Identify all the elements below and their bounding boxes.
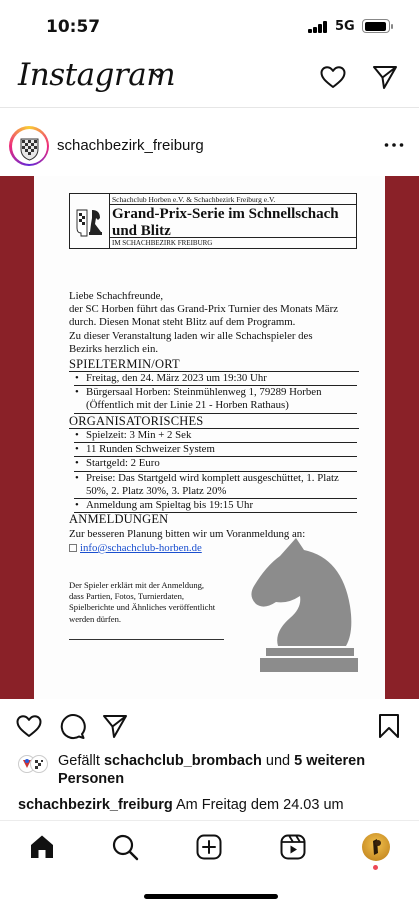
avatar[interactable] — [9, 126, 49, 166]
likes-connector: und — [265, 753, 291, 769]
email-link[interactable]: info@schachclub-horben.de — [80, 542, 202, 554]
list-item: • 11 Runden Schweizer System — [74, 443, 357, 457]
list-item: • Spielzeit: 3 Min + 2 Sek — [74, 429, 357, 443]
disclaimer-text: Der Spieler erklärt mit der Anmeldung, dass Partien, Fotos, Turnierdaten, Spielberichte und Ähnliches veröffentlicht werden dürfen. — [69, 580, 216, 624]
battery-icon — [362, 19, 390, 33]
signature-line — [69, 639, 224, 640]
status-time: 10:57 — [46, 17, 101, 37]
likes-others[interactable]: 5 weiteren — [294, 753, 366, 769]
home-icon[interactable] — [28, 833, 56, 861]
app-header — [0, 56, 419, 108]
intro-line: durch. Diesen Monat steht Blitz auf dem Programm. — [69, 316, 296, 329]
post-caption[interactable] — [18, 797, 418, 817]
list-item: • Startgeld: 2 Euro — [74, 457, 357, 471]
club-logo — [70, 194, 110, 248]
more-options-icon[interactable] — [383, 134, 405, 156]
network-type: 5G — [335, 19, 355, 34]
home-indicator — [144, 894, 278, 899]
chessboard-logo-icon — [12, 129, 47, 164]
section-list-organisatorisches — [74, 429, 357, 513]
likes-user[interactable]: schachclub_brombach — [103, 753, 262, 769]
likes-prefix: Gefällt — [58, 753, 100, 769]
list-item: • Bürgersaal Horben: Steinmühlenweg 1, 79289 Horben (Öffentlich mit der Linie 21 - Horben Rathaus) — [74, 386, 357, 413]
club-crest-icon — [70, 194, 110, 248]
flyer-top-line: Schachclub Horben e.V. & Schachbezirk Freiburg e.V. — [110, 194, 356, 205]
list-item: • Anmeldung am Spieltag bis 19:15 Uhr — [74, 499, 357, 513]
bottom-tab-bar — [0, 820, 419, 907]
email-line — [69, 542, 202, 555]
post-username[interactable]: schachbezirk_freiburg — [57, 137, 204, 154]
share-icon[interactable] — [101, 712, 129, 740]
registration-text: Zur besseren Planung bitten wir um Voranmeldung an: — [69, 528, 306, 540]
notification-dot — [373, 865, 378, 870]
section-list-spieltermin — [74, 372, 357, 414]
caption-username[interactable]: schachbezirk_freiburg — [18, 797, 173, 813]
create-icon[interactable] — [195, 833, 223, 861]
post-header — [0, 122, 419, 170]
flyer-intro — [69, 290, 369, 356]
section-title-anmeldungen: ANMELDUNGEN — [69, 512, 169, 526]
intro-line: Liebe Schachfreunde, — [69, 290, 164, 302]
reels-icon[interactable] — [279, 833, 307, 861]
section-title-organisatorisches: ORGANISATORISCHES — [69, 414, 359, 429]
header-divider — [0, 107, 419, 108]
comment-icon[interactable] — [58, 712, 86, 740]
intro-line: Bezirks herzlich ein. — [69, 342, 159, 355]
caption-text: Am Freitag dem 24.03 um — [175, 797, 344, 813]
chess-knight-icon — [246, 536, 360, 674]
profile-avatar[interactable] — [362, 833, 390, 861]
chevron-down-icon[interactable] — [151, 67, 165, 81]
liker-avatars — [18, 754, 50, 774]
flyer-title: Grand-Prix-Serie im Schnellschach und Blitz — [112, 206, 339, 239]
post-actions — [0, 707, 419, 745]
profile-figure-icon — [362, 833, 390, 861]
list-item: • Preise: Das Startgeld wird komplett ausgeschüttet, 1. Platz 50%, 2. Platz 30%, 3. Platz 20% — [74, 472, 357, 499]
post-image[interactable] — [0, 176, 419, 699]
flyer-subtitle: IM SCHACHBEZIRK FREIBURG — [110, 237, 356, 248]
intro-line: der SC Horben führt das Grand-Prix Turnier des Monats März — [69, 303, 338, 316]
like-heart-icon[interactable] — [15, 712, 43, 740]
intro-line: Zu dieser Veranstaltung laden wir alle Schachspieler des — [69, 329, 313, 342]
heart-icon[interactable] — [319, 63, 347, 91]
mail-icon — [69, 544, 77, 552]
section-title-spieltermin: SPIELTERMIN/ORT — [69, 357, 359, 372]
direct-message-icon[interactable] — [371, 63, 399, 91]
instagram-logo[interactable]: Instagram — [18, 57, 176, 93]
bookmark-icon[interactable] — [375, 712, 403, 740]
tournament-flyer — [34, 176, 385, 699]
status-bar — [0, 0, 419, 56]
search-icon[interactable] — [111, 833, 139, 861]
likes-text — [58, 752, 408, 788]
list-item: • Freitag, den 24. März 2023 um 19:30 Uhr — [74, 372, 357, 386]
likes-suffix[interactable]: Personen — [58, 771, 125, 787]
flyer-heading-box — [69, 193, 357, 249]
signal-icon — [308, 21, 328, 33]
